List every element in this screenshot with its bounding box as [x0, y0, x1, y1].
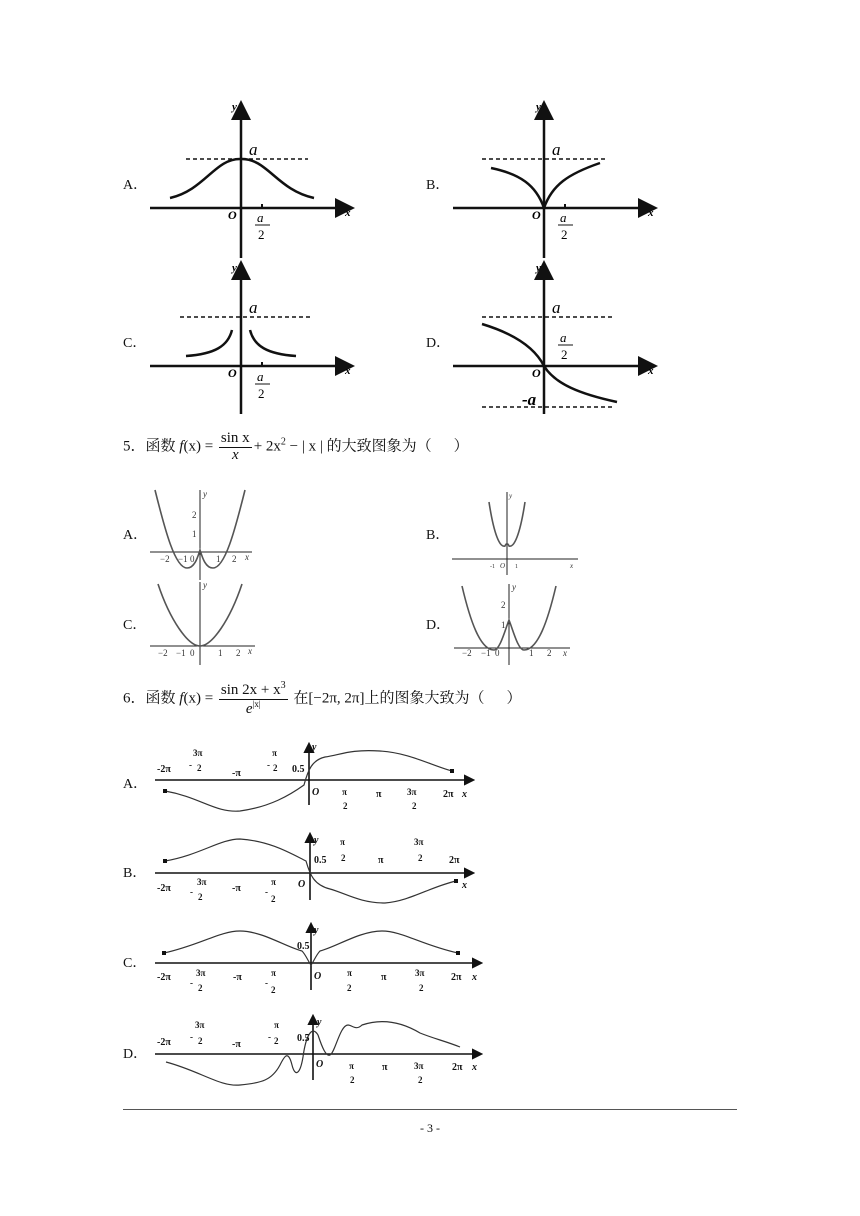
q4-option-c-label: C． — [123, 336, 147, 351]
tick: - — [189, 760, 192, 770]
tick: 2 — [341, 853, 346, 863]
q4-graph-a — [150, 101, 351, 258]
tick: - — [268, 1032, 271, 1042]
q5-graphs — [0, 480, 860, 670]
tick: 3π — [407, 787, 417, 797]
origin-label: O — [228, 366, 237, 380]
tick: -π — [233, 972, 242, 983]
half-num: a — [560, 330, 567, 345]
tick: 2 — [198, 1036, 203, 1046]
q6-stem-pre: 函数 — [145, 690, 176, 707]
tick: 2 — [271, 894, 276, 904]
tick: 3π — [196, 968, 206, 978]
q5-stem-pre: 函数 — [145, 438, 176, 455]
x-label: x — [648, 207, 654, 219]
tick: 2 — [273, 763, 278, 773]
tick: −1 — [178, 554, 188, 564]
q5-stem — [123, 431, 469, 464]
q6-option-a-label: A． — [123, 777, 148, 792]
half-den: 2 — [258, 227, 265, 242]
origin-label: O — [228, 208, 237, 222]
tick: 2 — [412, 801, 417, 811]
y-label: y — [232, 262, 237, 274]
y-label: y — [314, 925, 319, 936]
q5-numerator: sin x — [220, 430, 250, 446]
tick: 3π — [414, 837, 424, 847]
a-label: a — [552, 140, 561, 159]
y-label: y — [232, 101, 237, 113]
curve-right — [250, 330, 296, 356]
footer-rule — [123, 1109, 737, 1110]
x-label: x — [472, 972, 477, 983]
tick: π — [376, 789, 382, 800]
y-label: y — [314, 835, 319, 846]
tick: 0 — [495, 648, 500, 658]
q6-option-d-label: D． — [123, 1047, 148, 1062]
tick: 0.5 — [292, 764, 305, 775]
q6-graph-b — [155, 835, 472, 904]
tick: O — [500, 562, 506, 570]
tick: 2 — [274, 1036, 279, 1046]
tick: 2 — [198, 983, 203, 993]
q5-option-c-label: C． — [123, 618, 147, 633]
y-label: y — [536, 101, 541, 113]
tick: −2 — [158, 648, 168, 658]
q4-option-b-label: B． — [426, 178, 450, 193]
half-num: a — [257, 369, 264, 384]
tick: −1 — [176, 648, 186, 658]
q6-denominator: e — [245, 700, 253, 717]
tick: 2π — [451, 972, 462, 983]
q6-number: 6． — [123, 690, 146, 707]
half-den: 2 — [561, 227, 568, 242]
q5-stem-post: 的大致图象为（ — [326, 438, 432, 455]
q5-abs: − | x | — [285, 438, 323, 455]
q5-graph-a — [150, 490, 252, 580]
tick: 3π — [197, 877, 207, 887]
tick: 0.5 — [297, 1033, 310, 1044]
tick: π — [272, 748, 277, 758]
tick: -2π — [157, 764, 171, 775]
q4-graph-b — [453, 101, 654, 258]
origin-label: O — [316, 1059, 324, 1070]
a-label: a — [249, 140, 258, 159]
y-label: y — [203, 489, 207, 499]
tick: -2π — [157, 883, 171, 894]
tick: 2 — [418, 853, 423, 863]
curve — [482, 324, 617, 402]
q5-square: 2 — [280, 436, 286, 448]
q6-stem — [123, 681, 522, 718]
curve-left — [186, 330, 232, 356]
q5-eq: = — [204, 438, 214, 455]
x-label: x — [462, 880, 467, 891]
q4-graphs — [0, 0, 860, 420]
half-den: 2 — [561, 347, 568, 362]
tick: 2 — [232, 554, 237, 564]
tick: 1 — [515, 564, 518, 570]
q6-eq: = — [204, 690, 214, 707]
tick: π — [340, 837, 345, 847]
tick: 0 — [190, 554, 195, 564]
tick: 2π — [449, 855, 460, 866]
tick: 3π — [414, 1061, 424, 1071]
tick: 0.5 — [297, 941, 310, 952]
x-label: x — [248, 646, 252, 656]
tick: -2π — [157, 972, 171, 983]
tick: 1 — [192, 529, 197, 539]
origin-label: O — [298, 879, 306, 890]
tick: -π — [232, 768, 241, 779]
tick: 2 — [197, 763, 202, 773]
x-label: x — [648, 365, 654, 377]
tick: π — [271, 877, 276, 887]
tick: −2 — [462, 648, 472, 658]
q6-exponent: |x| — [252, 698, 261, 709]
tick: π — [381, 972, 387, 983]
tick: - — [265, 978, 268, 988]
q6-option-b-label: B． — [123, 866, 147, 881]
y-label: y — [536, 262, 541, 274]
tick: 2 — [198, 892, 203, 902]
q5-option-d-label: D． — [426, 618, 451, 633]
tick: 2π — [452, 1062, 463, 1073]
tick: −1 — [481, 648, 491, 658]
origin-label: O — [314, 971, 322, 982]
neg-a-label: -a — [522, 390, 537, 409]
tick: 2 — [547, 648, 552, 658]
tick: π — [347, 968, 352, 978]
y-label: y — [509, 492, 513, 500]
tick: 1 — [218, 648, 223, 658]
q6-graph-d — [155, 1017, 480, 1085]
x-label: x — [462, 789, 467, 800]
half-num: a — [560, 210, 567, 225]
x-label: x — [563, 648, 567, 658]
y-label: y — [512, 582, 516, 592]
q6-graph-c — [155, 925, 480, 995]
x-label: x — [345, 365, 351, 377]
q5-denominator: x — [231, 446, 239, 463]
q6-graph-a — [155, 742, 472, 811]
tick: -π — [232, 883, 241, 894]
tick: - — [267, 760, 270, 770]
x-label: x — [472, 1062, 477, 1073]
tick: 3π — [415, 968, 425, 978]
q5-option-a-label: A． — [123, 528, 148, 543]
tick: 0.5 — [314, 855, 327, 866]
q6-graphs — [0, 735, 860, 1095]
tick: - — [190, 887, 193, 897]
half-num: a — [257, 210, 264, 225]
x-label: x — [570, 562, 574, 570]
tick: 2π — [443, 789, 454, 800]
page-number: - 3 - — [420, 1121, 440, 1135]
origin-label: O — [312, 787, 320, 798]
q6-cube: 3 — [280, 680, 286, 691]
q5-f: f — [179, 438, 184, 455]
tick: 3π — [195, 1020, 205, 1030]
tick: 2 — [418, 1075, 423, 1085]
y-label: y — [317, 1017, 322, 1028]
tick: π — [271, 968, 276, 978]
tick: 3π — [193, 748, 203, 758]
q6-fraction — [219, 681, 288, 718]
tick: π — [342, 787, 347, 797]
tick: 2 — [343, 801, 348, 811]
q5-number: 5． — [123, 438, 146, 455]
q5-rest: + 2x — [253, 438, 281, 455]
q5-close: ） — [453, 438, 469, 455]
y-label: y — [312, 742, 317, 753]
q4-graph-c — [150, 262, 351, 414]
tick: 2 — [347, 983, 352, 993]
tick: -2π — [157, 1037, 171, 1048]
tick: -1 — [490, 564, 495, 570]
curve — [491, 163, 600, 208]
tick: π — [378, 855, 384, 866]
tick: - — [265, 887, 268, 897]
tick: 2 — [236, 648, 241, 658]
q5-fraction — [219, 431, 252, 464]
tick: −2 — [160, 554, 170, 564]
tick: 2 — [271, 985, 276, 995]
tick: 1 — [216, 554, 221, 564]
q6-paren-x: (x) — [183, 690, 201, 707]
q4-option-d-label: D． — [426, 336, 451, 351]
q4-option-a-label: A． — [123, 178, 148, 193]
tick: -π — [232, 1039, 241, 1050]
y-label: y — [203, 580, 207, 590]
x-label: x — [245, 552, 249, 562]
tick: π — [274, 1020, 279, 1030]
q6-close: ） — [506, 690, 522, 707]
a-label: a — [552, 298, 561, 317]
tick: 2 — [501, 600, 506, 610]
tick: 1 — [529, 648, 534, 658]
q5-graph-b — [452, 492, 578, 575]
origin-label: O — [532, 208, 541, 222]
q6-option-c-label: C． — [123, 956, 147, 971]
a-label: a — [249, 298, 258, 317]
q5-paren-x: (x) — [183, 438, 201, 455]
tick: - — [190, 978, 193, 988]
q6-numerator: sin 2x + x — [220, 682, 281, 698]
tick: 2 — [419, 983, 424, 993]
q6-interval: 在[−2π, 2π]上的图象大致为（ — [293, 690, 485, 707]
half-den: 2 — [258, 386, 265, 401]
tick: 2 — [192, 510, 197, 520]
tick: 0 — [190, 648, 195, 658]
tick: - — [190, 1032, 193, 1042]
tick: π — [349, 1061, 354, 1071]
tick: 1 — [501, 620, 506, 630]
tick: π — [382, 1062, 388, 1073]
q4-graph-d — [453, 262, 654, 414]
q5-option-b-label: B． — [426, 528, 450, 543]
x-label: x — [345, 207, 351, 219]
tick: 2 — [350, 1075, 355, 1085]
q6-f: f — [179, 690, 184, 707]
origin-label: O — [532, 366, 541, 380]
